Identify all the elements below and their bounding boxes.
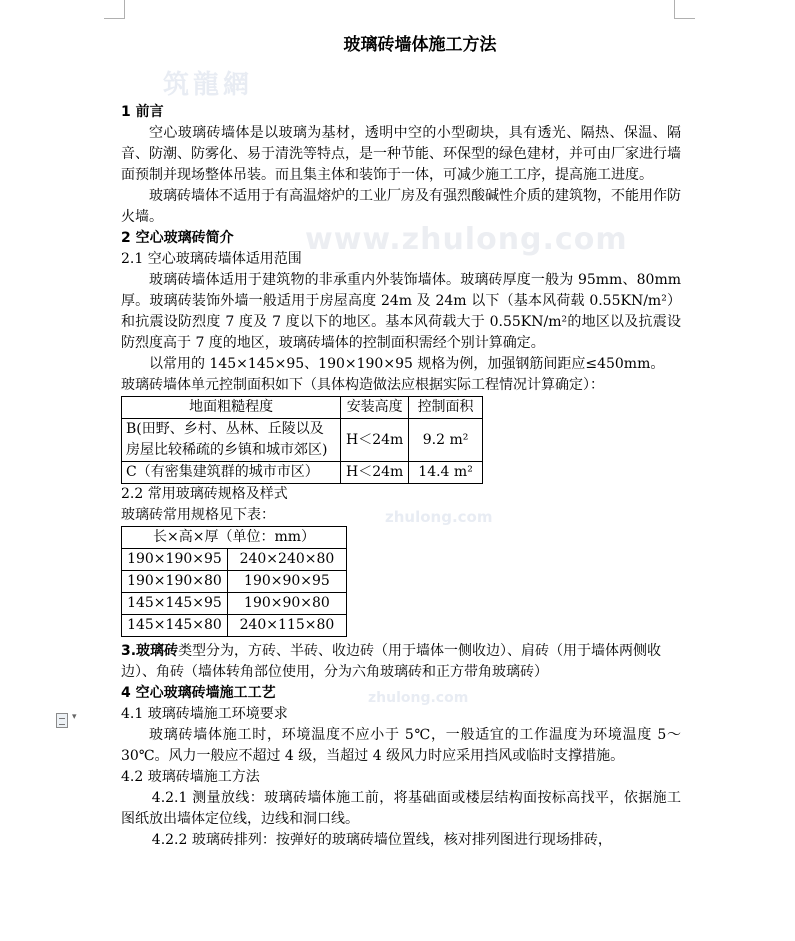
subsection-heading: 2.2 常用玻璃砖规格及样式 [121,486,288,502]
paragraph: 玻璃砖墙体适用于建筑物的非承重内外装饰墙体。玻璃砖厚度一般为 95mm、80mm 厚。玻璃砖装饰外墙一般适用于房屋高度 24m 及 24m 以下（基本风荷载 0.55KN/m²）和抗震设防烈度 7 度及 7 度以下的地区。基本风荷载大于 0.55KN/m²的地区以及抗震设防烈度高于 7 度的地区，玻璃砖墙体的控制面积需经个别计算确定。 [121,272,681,351]
control-area-table [121,396,483,484]
watermark: www.zhulong.com [305,222,628,257]
table-row [122,593,347,615]
section-heading: 4 空心玻璃砖墙施工工艺 [121,685,276,701]
document-title: 玻璃砖墙体施工方法 [343,35,497,55]
table-cell: 145×145×80 [122,615,228,637]
table-row [122,549,347,571]
page-corner-mark [674,0,695,19]
paragraph: 4.2.1 测量放线：玻璃砖墙体施工前，将基础面或楼层结构面按标高找平，依据施工图纸放出墙体定位线，边线和洞口线。 [121,790,681,827]
table-cell: 190×90×80 [227,593,346,615]
section-heading: 2 空心玻璃砖简介 [121,230,234,246]
paragraph: 空心玻璃砖墙体是以玻璃为基材，透明中空的小型砌块，具有透光、隔热、保温、隔音、防潮、防雾化、易于清洗等特点，是一种节能、环保型的绿色建材，并可由厂家进行墙面预制并现场整体吊装。而且集主体和装饰于一体，可减少施工工序，提高施工进度。 [121,125,681,183]
paragraph: 玻璃砖墙体单元控制面积如下（具体构造做法应根据实际工程情况计算确定）： [121,377,604,393]
table-header-cell: 控制面积 [409,397,483,419]
subsection-heading: 4.2 玻璃砖墙施工方法 [121,769,260,785]
section-heading: 1 前言 [121,104,164,120]
table-row [122,571,347,593]
table-cell: 190×190×95 [122,549,228,571]
table-header-cell: 地面粗糙程度 [122,397,341,419]
document-icon[interactable] [56,713,68,728]
table-cell: H＜24m [341,462,409,484]
table-header-row [122,397,483,419]
table-cell: H＜24m [341,419,409,462]
paragraph [121,641,681,683]
watermark: zhulong.com [368,690,469,706]
watermark: 筑龍網 [163,70,254,100]
document-body [121,102,681,851]
paragraph: 玻璃砖墙体不适用于有高温熔炉的工业厂房及有强烈酸碱性介质的建筑物，不能用作防火墙。 [121,188,681,225]
table-header-row [122,527,347,549]
chevron-down-icon[interactable]: ▾ [72,712,77,722]
table-cell: 190×190×80 [122,571,228,593]
inline-bold-label: 3.玻璃砖 [121,643,179,659]
paragraph: 玻璃砖常用规格见下表： [121,507,275,523]
table-row [122,615,347,637]
watermark: zhulong.com [385,508,493,526]
table-header-cell: 安装高度 [341,397,409,419]
table-row [122,419,483,462]
table-header-cell: 长×高×厚（单位：mm） [122,527,347,549]
table-cell: 145×145×95 [122,593,228,615]
table-cell: 14.4 m² [409,462,483,484]
page-corner-mark [104,0,125,19]
table-cell: 9.2 m² [409,419,483,462]
brick-spec-table [121,526,347,637]
paragraph: 4.2.2 玻璃砖排列：按弹好的玻璃砖墙位置线，核对排列图进行现场排砖， [151,832,612,848]
table-cell: C（有密集建筑群的城市市区） [122,462,341,484]
paragraph: 玻璃砖墙体施工时，环境温度不应小于 5℃，一般适宜的工作温度为环境温度 5～30℃。风力一般应不超过 4 级，当超过 4 级风力时应采用挡风或临时支撑措施。 [121,727,681,764]
table-row [122,462,483,484]
table-cell: B(田野、乡村、丛林、丘陵以及房屋比较稀疏的乡镇和城市郊区) [122,419,341,462]
paragraph-text: 类型分为，方砖、半砖、收边砖（用于墙体一侧收边）、肩砖（用于墙体两侧收边）、角砖（墙体转角部位使用，分为六角玻璃砖和正方带角玻璃砖） [121,643,662,680]
subsection-heading: 2.1 空心玻璃砖墙体适用范围 [121,251,302,267]
paragraph: 以常用的 145×145×95、190×190×95 规格为例，加强钢筋间距应≤450mm。 [149,356,665,372]
subsection-heading: 4.1 玻璃砖墙施工环境要求 [121,706,288,722]
table-cell: 240×115×80 [227,615,346,637]
table-cell: 240×240×80 [227,549,346,571]
table-cell: 190×90×95 [227,571,346,593]
